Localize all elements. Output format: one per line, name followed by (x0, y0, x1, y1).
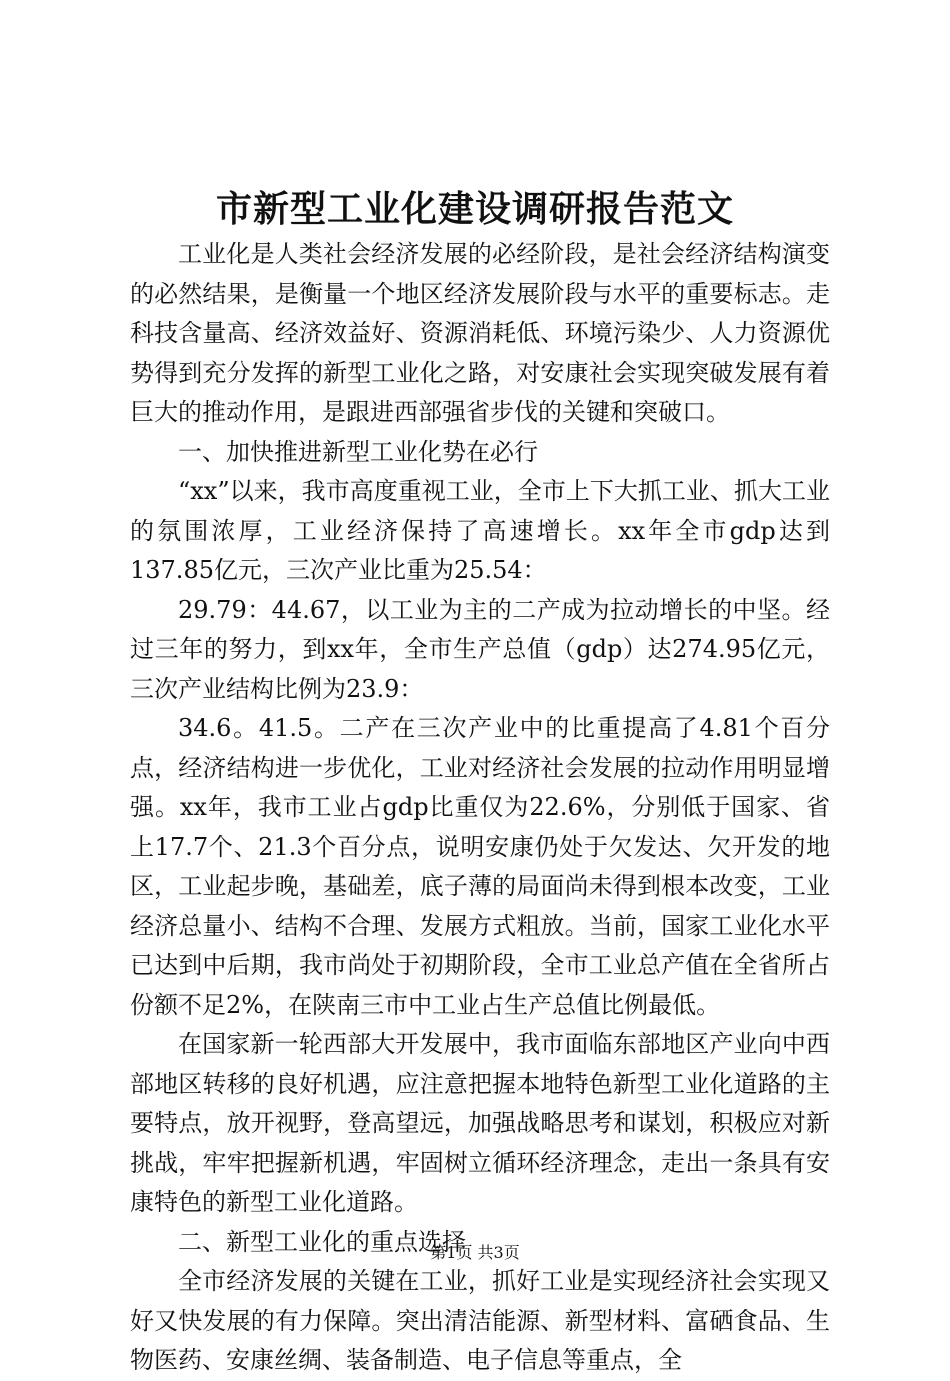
document-title: 市新型工业化建设调研报告范文 (215, 188, 734, 230)
paragraph: 全市经济发展的关键在工业，抓好工业是实现经济社会实现又好又快发展的有力保障。突出清洁能源、新型材料、富硒食品、生物医药、安康丝绸、装备制造、电子信息等重点，全 (130, 1267, 830, 1374)
document-body (130, 235, 830, 1381)
paragraph: “xx”以来，我市高度重视工业，全市上下大抓工业、抓大工业的氛围浓厚，工业经济保持了高速增长。xx年全市gdp达到137.85亿元，三次产业比重为25.54： (130, 477, 830, 584)
paragraph-intro: 工业化是人类社会经济发展的必经阶段，是社会经济结构演变的必然结果，是衡量一个地区经济发展阶段与水平的重要标志。走科技含量高、经济效益好、资源消耗低、环境污染少、人力资源优势得到充分发挥的新型工业化之路，对安康社会实现突破发展有着巨大的推动作用，是跟进西部强省步伐的关键和突破口。 (130, 240, 830, 426)
section-heading-2: 二、新型工业化的重点选择 (178, 1227, 466, 1256)
paragraph: 34.6。41.5。二产在三次产业中的比重提高了4.81个百分点，经济结构进一步优化，工业对经济社会发展的拉动作用明显增强。xx年，我市工业占gdp比重仅为22.6%，分别低于国家、省上17.7个、21.3个百分点，说明安康仍处于欠发达、欠开发的地区，工业起步晚，基础差，底子薄的局面尚未得到根本改变，工业经济总量小、结构不合理、发展方式粗放。当前，国家工业化水平已达到中后期，我市尚处于初期阶段，全市工业总产值在全省所占份额不足2%，在陕南三市中工业占生产总值比例最低。 (130, 714, 830, 1019)
page-number-footer: 第1页 共3页 (430, 1243, 520, 1262)
paragraph: 在国家新一轮西部大开发展中，我市面临东部地区产业向中西部地区转移的良好机遇，应注意把握本地特色新型工业化道路的主要特点，放开视野，登高望远，加强战略思考和谋划，积极应对新挑战，牢牢把握新机遇，牢固树立循环经济理念，走出一条具有安康特色的新型工业化道路。 (130, 1030, 830, 1216)
section-heading-1: 一、加快推进新型工业化势在必行 (178, 437, 538, 466)
paragraph: 29.79：44.67，以工业为主的二产成为拉动增长的中坚。经过三年的努力，到xx年，全市生产总值（gdp）达274.95亿元，三次产业结构比例为23.9： (130, 595, 830, 703)
